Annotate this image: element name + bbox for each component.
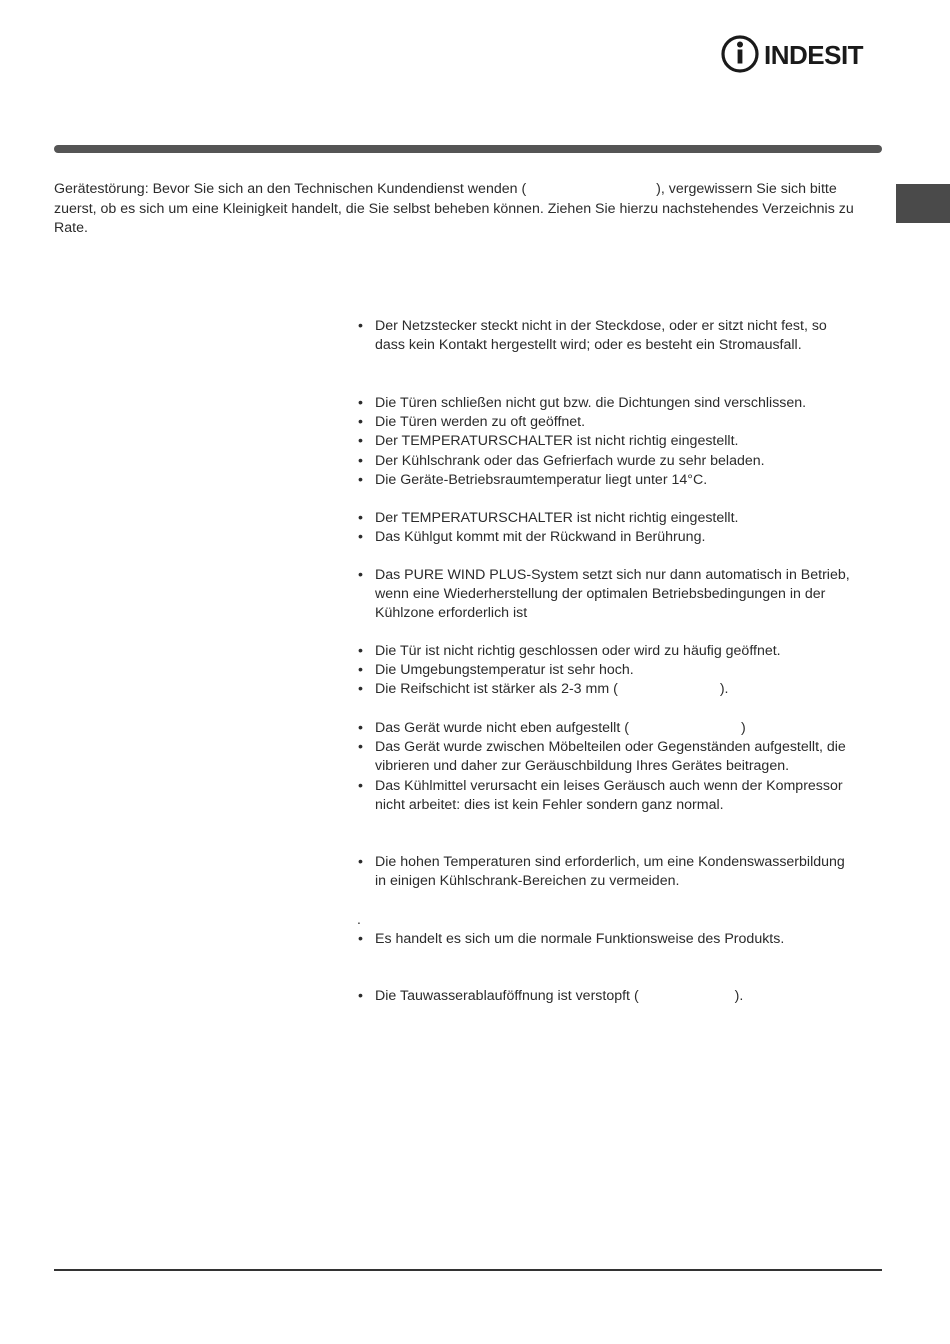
list-item: • Der Netzstecker steckt nicht in der Steckdose, oder er sitzt nicht fest, so dass kein Kontakt hergestellt wird; oder es besteht ein Stromausfall. <box>358 317 858 355</box>
list-item: • Der TEMPERATURSCHALTER ist nicht richtig eingestellt. <box>358 509 858 528</box>
list-item: • Das Kühlmittel verursacht ein leises Geräusch auch wenn der Kompressor nicht arbeitet: dies ist kein Fehler sondern ganz normal. <box>358 777 858 815</box>
intro-paragraph <box>54 180 854 239</box>
stray-dot: . <box>357 911 361 927</box>
language-side-tab <box>896 184 950 223</box>
cause-group-5 <box>358 642 858 700</box>
item-text-after: ). <box>719 681 729 698</box>
list-item: • Die Tür ist nicht richtig geschlossen oder wird zu häufig geöffnet. <box>358 642 858 661</box>
cause-group-1 <box>358 317 858 355</box>
list-item: • Die Geräte-Betriebsraumtemperatur liegt unter 14°C. <box>358 471 858 490</box>
list-item: • Das PURE WIND PLUS-System setzt sich nur dann automatisch in Betrieb, wenn eine Wiederherstellung der optimalen Betriebsbedingungen in der Kühlzone erforderlich ist <box>358 566 858 624</box>
cause-group-4 <box>358 566 858 624</box>
list-item <box>358 719 858 738</box>
header-rule <box>54 145 882 153</box>
intro-text-part2: ), vergewissern Sie sich bitte zuerst, ob es sich um eine Kleinigkeit handelt, die Sie selbst beheben können. Ziehen Sie hierzu nachstehendes Verzeichnis zu Rate. <box>54 181 854 236</box>
cause-group-8 <box>358 930 858 949</box>
item-text-after: ). <box>734 988 744 1004</box>
cause-group-2 <box>358 394 858 490</box>
intro-text-part1: Gerätestörung: Bevor Sie sich an den Technischen Kundendienst wenden ( <box>54 181 527 197</box>
cause-group-6 <box>358 719 858 815</box>
list-item: • Die Umgebungstemperatur ist sehr hoch. <box>358 661 858 680</box>
list-item: • Es handelt es sich um die normale Funktionsweise des Produkts. <box>358 930 858 949</box>
list-item: • Der Kühlschrank oder das Gefrierfach wurde zu sehr beladen. <box>358 452 858 471</box>
brand-name: INDESIT <box>764 40 864 70</box>
footer-rule <box>54 1269 882 1271</box>
list-item: • Die Türen schließen nicht gut bzw. die Dichtungen sind verschlissen. <box>358 394 858 413</box>
list-item: • Der TEMPERATURSCHALTER ist nicht richtig eingestellt. <box>358 432 858 451</box>
indesit-i-logo-icon <box>720 33 880 75</box>
list-item: • Die Türen werden zu oft geöffnet. <box>358 413 858 432</box>
list-item <box>358 987 858 1006</box>
item-text-before: Die Reifschicht ist stärker als 2-3 mm ( <box>375 681 618 698</box>
item-text-before: Die Tauwasserablauföffnung ist verstopft ( <box>375 988 639 1004</box>
cause-group-7 <box>358 853 858 891</box>
list-item: • Das Gerät wurde zwischen Möbelteilen oder Gegenständen aufgestellt, die vibrieren und daher zur Geräuschbildung Ihres Gerätes beitragen. <box>358 738 858 776</box>
list-item: • Die hohen Temperaturen sind erforderlich, um eine Kondenswasserbildung in einigen Kühlschrank-Bereichen zu vermeiden. <box>358 853 858 891</box>
list-item: • Das Kühlgut kommt mit der Rückwand in Berührung. <box>358 528 858 547</box>
item-text-after: ) <box>740 720 746 736</box>
list-item <box>358 680 858 699</box>
item-text-before: Das Gerät wurde nicht eben aufgestellt ( <box>375 720 629 736</box>
cause-group-9 <box>358 987 858 1006</box>
indesit-logo <box>720 33 880 75</box>
cause-group-3 <box>358 509 858 547</box>
